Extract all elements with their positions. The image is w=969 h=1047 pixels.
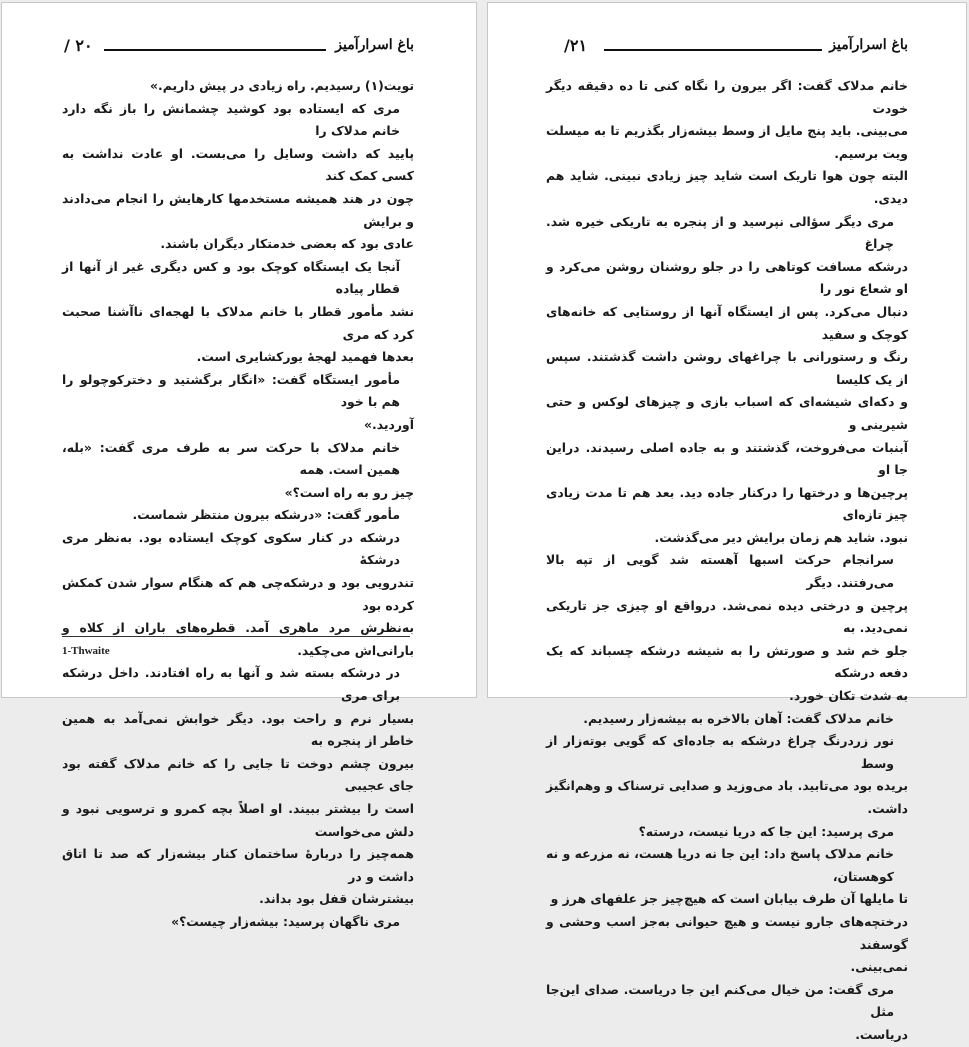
left-page [1,2,477,929]
text-line: بعدها فهمید لهجهٔ یورکشایری است. [196,349,414,365]
text-line: دنبال می‌کرد. پس از ایستگاه آنها از روستایی که خانه‌های کوچک و سفید [546,303,908,342]
text-line: تویت(۱) رسیدیم. راه زیادی در پیش داریم.» [150,78,414,93]
text-line: خانم مدلاک گفت: آهان بالاخره به بیشه‌زار رسیدیم. [583,710,894,726]
page-body-text [546,75,908,1047]
text-line: بریده بود می‌تابید. باد می‌وزید و صدایی ترسناک و وهم‌انگیز داشت. [546,778,908,816]
book-title: باغ اسرارآمیز [335,37,414,53]
text-line: خانم مدلاک با حرکت سر به طرف مری گفت: «بله، همین است. همه [62,439,400,478]
text-line: تا مایلها آن طرف بیابان است که هیچ‌چیز جز علفهای هرز و [550,891,908,907]
page-header [564,37,908,61]
text-line: نمی‌بینی. [850,959,908,975]
text-line: مأمور گفت: «درشکه بیرون منتظر شماست. [132,507,400,523]
text-line: نبود. شاید هم زمان برایش دیر می‌گذشت. [654,529,908,545]
text-line: خانم مدلاک گفت: اگر بیرون را نگاه کنی تا ده دقیقه دیگر خودت [546,78,908,116]
text-line: مری که ایستاده بود کوشید چشمانش را باز نگه دارد خانم مدلاک را [62,100,400,139]
text-line: و دکه‌ای شیشه‌ای که اسباب بازی و چیزهای لوکس و حتی شیرینی و [546,394,908,432]
page-number: ۲۰ / [64,36,93,55]
text-line: عادی بود که بعضی خدمتکار دیگران باشند. [160,236,414,252]
text-line: نور زردرنگ چراغ درشکه به جاده‌ای که گویی بوته‌زار از وسط [546,733,894,771]
text-line: سرانجام حرکت اسبها آهسته شد گویی از تپه بالا می‌رفتند. دیگر [546,552,894,591]
text-line: مری دیگر سؤالی نپرسید و از پنجره به تاریکی خیره شد. چراغ [546,213,894,252]
page-body-text [62,75,414,934]
page-header [64,37,414,61]
text-line: مری پرسید: این جا که دریا نیست، درسته؟ [638,823,894,839]
text-line: مری گفت: من خیال می‌کنم این جا دریاست. صدای این‌جا مثل [546,981,894,1020]
footnote-rule [62,636,410,637]
text-line: پرچین و درختی دیده نمی‌شد. درواقع او چیزی جز تاریکی نمی‌دید. به [546,597,908,636]
text-line: می‌بینی. باید پنج مایل از وسط بیشه‌زار بگذریم تا به میسلت ویت برسیم. [546,123,908,161]
text-line: بیشترشان قفل بود بداند. [259,891,414,907]
text-line: پرچین‌ها و درختها را درکنار جاده دید. بعد هم تا مدت زیادی چیز تازه‌ای [546,484,908,523]
text-line: چون در هند همیشه مستخدمها کارهایش را انجام می‌دادند و برایش [62,190,414,229]
text-line: البته چون هوا تاریک است شاید چیز زیادی نبینی. شاید هم دیدی. [546,168,908,206]
page-number: ۲۱/ [564,36,588,55]
text-line: آبنبات می‌فروخت، گذشتند و به جاده اصلی رسیدند. دراین جا او [546,439,908,478]
text-line: آوردید.» [364,416,414,432]
text-line: است را بیشتر ببیند. او اصلاً بچه کمرو و ترسویی نبود و دلش می‌خواست [62,801,414,839]
text-line: خانم مدلاک پاسخ داد: این جا نه دریا هست، نه مزرعه و نه کوهستان، [546,846,894,884]
text-line: به‌نظرش مرد ماهری آمد. قطره‌های باران از کلاه و بارانی‌اش می‌چکید. [62,620,414,658]
text-line: آنجا یک ایستگاه کوچک بود و کس دیگری غیر از آنها از قطار پیاده [62,258,400,297]
text-line: بیرون چشم دوخت تا جایی را که خانم مدلاک گفته بود جای عجیبی [62,755,414,794]
text-line: تندرویی بود و درشکه‌چی هم که هنگام سوار شدن کمکش کرده بود [62,575,414,613]
text-line: در درشکه بسته شد و آنها به راه افتادند. داخل درشکه برای مری [62,665,400,704]
text-line: به شدت تکان خورد. [789,688,908,704]
text-line: نشد مأمور قطار با خانم مدلاک با لهجه‌ای ناآشنا صحبت کرد که مری [62,303,414,342]
text-line: چیز رو به راه است؟» [284,484,414,500]
book-title: باغ اسرارآمیز [829,37,908,53]
text-line: جلو خم شد و صورتش را به شیشه درشکه چسباند که یک دفعه درشکه [546,642,908,681]
footnote: 1-Thwaite [62,645,110,657]
text-line: همه‌چیز را دربارهٔ ساختمان کنار بیشه‌زار که صد تا اتاق داشت و در [62,846,414,884]
header-rule [604,49,822,51]
text-line: مأمور ایستگاه گفت: «انگار برگشتید و دخترکوچولو را هم با خود [62,371,400,410]
text-line: رنگ و رستورانی با چراغهای روشن داشت گذشتند. سپس از یک کلیسا [546,349,908,387]
right-page [487,2,967,1042]
text-line: درشکه مسافت کوتاهی را در جلو روشنان روشن می‌کرد و او شعاع نور را [546,258,908,297]
text-line: درشکه در کنار سکوی کوچک ایستاده بود. به‌نظر مری درشکهٔ [62,529,400,568]
text-line: مری ناگهان پرسید: بیشه‌زار چیست؟» [171,913,400,929]
text-line: درختچه‌های جارو نیست و هیچ حیوانی به‌جز اسب وحشی و گوسفند [546,913,908,952]
text-line: بسیار نرم و راحت بود. دیگر خوابش نمی‌آمد به همین خاطر از پنجره به [62,710,414,749]
text-line: دریاست. [855,1026,908,1042]
text-line: پایید که داشت وسایل را می‌بست. او عادت نداشت به کسی کمک کند [62,145,414,184]
header-rule [104,49,326,51]
